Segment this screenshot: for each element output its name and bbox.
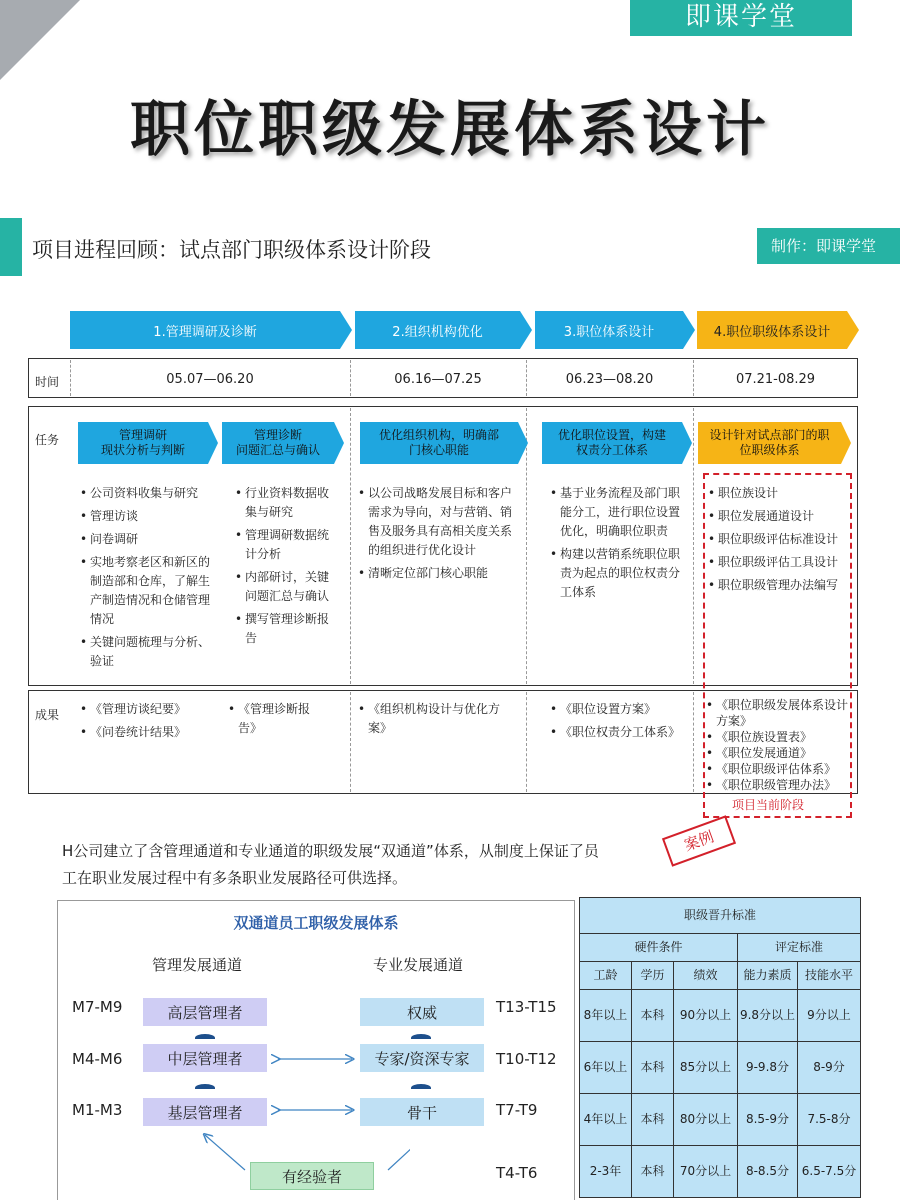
experienced-box: 有经验者: [250, 1162, 374, 1190]
task-head-2: [222, 422, 334, 464]
list-item: • 《职位权责分工体系》: [550, 723, 690, 742]
table-cell: 9分以上: [798, 990, 861, 1042]
group-header: 硬件条件: [580, 934, 738, 962]
table-cell: 8年以上: [580, 990, 632, 1042]
list-item: • 职位职级评估标准设计: [708, 530, 848, 549]
divider: [693, 692, 694, 792]
divider: [350, 408, 351, 684]
list-item: • 关键问题梳理与分析、验证: [80, 633, 220, 671]
mgmt-level-code: M1-M3: [72, 1101, 123, 1119]
column-header: 能力素质: [738, 962, 798, 990]
list-item: • 《问卷统计结果》: [80, 723, 225, 742]
mgmt-channel-label: 管理发展通道: [152, 956, 243, 974]
mgmt-level-code: M7-M9: [72, 998, 123, 1016]
tasks-row-label: 任务: [35, 433, 60, 447]
list-item: • 职位族设计: [708, 484, 848, 503]
pro-level-box: 专家/资深专家: [360, 1044, 484, 1072]
table-cell: 本科: [632, 990, 674, 1042]
pro-level-code: T13-T15: [496, 998, 557, 1016]
list-item: • 行业资料数据收集与研究: [235, 484, 335, 522]
chevron-up-icon: [411, 1084, 431, 1092]
table-cell: 70分以上: [674, 1146, 738, 1198]
results-list-4: [550, 700, 690, 746]
list-item: • 《职位发展通道》: [706, 745, 854, 761]
task-head-1: [78, 422, 208, 464]
table-cell: 7.5-8分: [798, 1094, 861, 1146]
table-cell: 85分以上: [674, 1042, 738, 1094]
mgmt-level-box: 高层管理者: [143, 998, 267, 1026]
column-header: 学历: [632, 962, 674, 990]
task-list-3: [358, 484, 518, 587]
task-head-line: 现状分析与判断: [100, 443, 185, 457]
phase-label: 1.管理调研及诊断: [153, 324, 257, 340]
column-header: 绩效: [674, 962, 738, 990]
pro-level-code: T10-T12: [496, 1050, 557, 1068]
task-head-line: 位职级体系: [739, 443, 800, 457]
current-stage-label: 项目当前阶段: [732, 798, 805, 812]
case-paragraph: H公司建立了含管理通道和专业通道的职级发展“双通道”体系，从制度上保证了员工在职业发展过程中有多条职业发展路径可供选择。: [62, 842, 599, 887]
arrow-up-right-icon: [388, 1135, 410, 1170]
table-cell: 本科: [632, 1042, 674, 1094]
list-item: • 基于业务流程及部门职能分工，进行职位设置优化，明确职位职责: [550, 484, 690, 541]
brand-logo: 即课学堂: [630, 0, 852, 36]
pro-level-code: T4-T6: [496, 1164, 538, 1182]
current-stage-highlight: [703, 473, 852, 818]
list-item: • 清晰定位部门核心职能: [358, 564, 518, 583]
phase-1: [70, 311, 340, 349]
list-item: • 《职位职级评估体系》: [706, 761, 854, 777]
phase-3: [535, 311, 683, 349]
list-item: • 撰写管理诊断报告: [235, 610, 335, 648]
list-item: • 《职位设置方案》: [550, 700, 690, 719]
list-item: • 《职位族设置表》: [706, 729, 854, 745]
table-cell: 80分以上: [674, 1094, 738, 1146]
time-row-label: 时间: [35, 375, 60, 389]
list-item: • 职位发展通道设计: [708, 507, 848, 526]
table-cell: 本科: [632, 1094, 674, 1146]
table-cell: 2-3年: [580, 1146, 632, 1198]
group-header: 评定标准: [738, 934, 861, 962]
time-value: 05.07—06.20: [166, 372, 254, 387]
list-item: • 《职位职级管理办法》: [706, 777, 854, 793]
results-list-1: [80, 700, 225, 746]
task-list-2: [235, 484, 335, 652]
chevron-up-icon: [411, 1034, 431, 1042]
task-head-line: 问题汇总与确认: [235, 443, 320, 457]
section-accent-bar: [0, 218, 22, 276]
page-title: 职位职级发展体系设计: [130, 95, 770, 165]
mgmt-level-code: M4-M6: [72, 1050, 123, 1068]
task-head-line: 门核心职能: [408, 443, 469, 457]
table-row: [580, 1146, 861, 1198]
list-item: • 《管理诊断报告》: [228, 700, 328, 738]
results-row-label: 成果: [35, 708, 60, 722]
time-value: 06.16—07.25: [394, 372, 482, 387]
maker-badge: 制作：即课学堂: [757, 228, 900, 264]
task-head-line: 优化组织机构，明确部: [378, 428, 499, 442]
table-row: [580, 1094, 861, 1146]
phase-2: [355, 311, 520, 349]
list-item: • 《管理访谈纪要》: [80, 700, 225, 719]
list-item: • 管理调研数据统计分析: [235, 526, 335, 564]
list-item: • 公司资料收集与研究: [80, 484, 220, 503]
table-title: 职级晋升标准: [580, 898, 861, 934]
table-row: [580, 990, 861, 1042]
pro-level-box: 骨干: [360, 1098, 484, 1126]
pro-level-box: 权威: [360, 998, 484, 1026]
task-head-5: [698, 422, 841, 464]
phase-4: [697, 311, 847, 349]
list-item: • 《职位职级发展体系设计方案》: [706, 697, 854, 729]
dual-channel-title: 双通道员工职级发展体系: [233, 914, 399, 932]
list-item: • 管理访谈: [80, 507, 220, 526]
table-cell: 8-9分: [798, 1042, 861, 1094]
divider: [693, 408, 694, 684]
table-cell: 6.5-7.5分: [798, 1146, 861, 1198]
list-item: • 职位职级评估工具设计: [708, 553, 848, 572]
task-list-4: [550, 484, 690, 606]
divider: [526, 692, 527, 792]
promotion-standards-table: [579, 897, 861, 1198]
task-head-line: 优化职位设置，构建: [557, 428, 666, 442]
arrow-up-left-icon: [205, 1135, 245, 1170]
column-header: 技能水平: [798, 962, 861, 990]
chevron-up-icon: [195, 1034, 215, 1042]
task-head-line: 设计针对试点部门的职: [709, 428, 830, 442]
phase-label: 2.组织机构优化: [392, 324, 483, 340]
table-cell: 本科: [632, 1146, 674, 1198]
column-header: 工龄: [580, 962, 632, 990]
task-head-3: [360, 422, 518, 464]
table-cell: 8-8.5分: [738, 1146, 798, 1198]
task-head-line: 权责分工体系: [575, 443, 648, 457]
pro-level-code: T7-T9: [496, 1101, 538, 1119]
case-stamp: 案例: [662, 815, 736, 866]
pro-channel-label: 专业发展通道: [373, 956, 464, 974]
mgmt-level-box: 中层管理者: [143, 1044, 267, 1072]
task-head-4: [542, 422, 682, 464]
list-item: • 实地考察老区和新区的制造部和仓库，了解生产制造情况和仓储管理情况: [80, 553, 220, 629]
table-row: [580, 1042, 861, 1094]
corner-decoration: [0, 0, 80, 80]
task-head-line: 管理诊断: [253, 428, 302, 442]
phase-label: 3.职位体系设计: [563, 324, 655, 340]
list-item: • 职位职级管理办法编写: [708, 576, 848, 595]
time-value: 06.23—08.20: [565, 372, 654, 387]
table-cell: 9-9.8分: [738, 1042, 798, 1094]
task-head-line: 管理调研: [118, 428, 167, 442]
list-item: • 《组织机构设计与优化方案》: [358, 700, 518, 738]
table-cell: 90分以上: [674, 990, 738, 1042]
table-cell: 6年以上: [580, 1042, 632, 1094]
phase-label: 4.职位职级体系设计: [713, 324, 831, 340]
section-subtitle: 项目进程回顾：试点部门职级体系设计阶段: [32, 238, 431, 262]
task-list-1: [80, 484, 220, 675]
mgmt-level-box: 基层管理者: [143, 1098, 267, 1126]
table-cell: 9.8分以上: [738, 990, 798, 1042]
list-item: • 问卷调研: [80, 530, 220, 549]
table-cell: 8.5-9分: [738, 1094, 798, 1146]
time-value: 07.21-08.29: [735, 372, 816, 387]
list-item: • 构建以营销系统职位职责为起点的职位权责分工体系: [550, 545, 690, 602]
table-cell: 4年以上: [580, 1094, 632, 1146]
results-list-2: [228, 700, 328, 742]
results-list-3: [358, 700, 518, 742]
divider: [350, 692, 351, 792]
list-item: • 以公司战略发展目标和客户需求为导向，对与营销、销售及服务具有高相关度关系的组织进行优化设计: [358, 484, 518, 560]
list-item: • 内部研讨，关键问题汇总与确认: [235, 568, 335, 606]
